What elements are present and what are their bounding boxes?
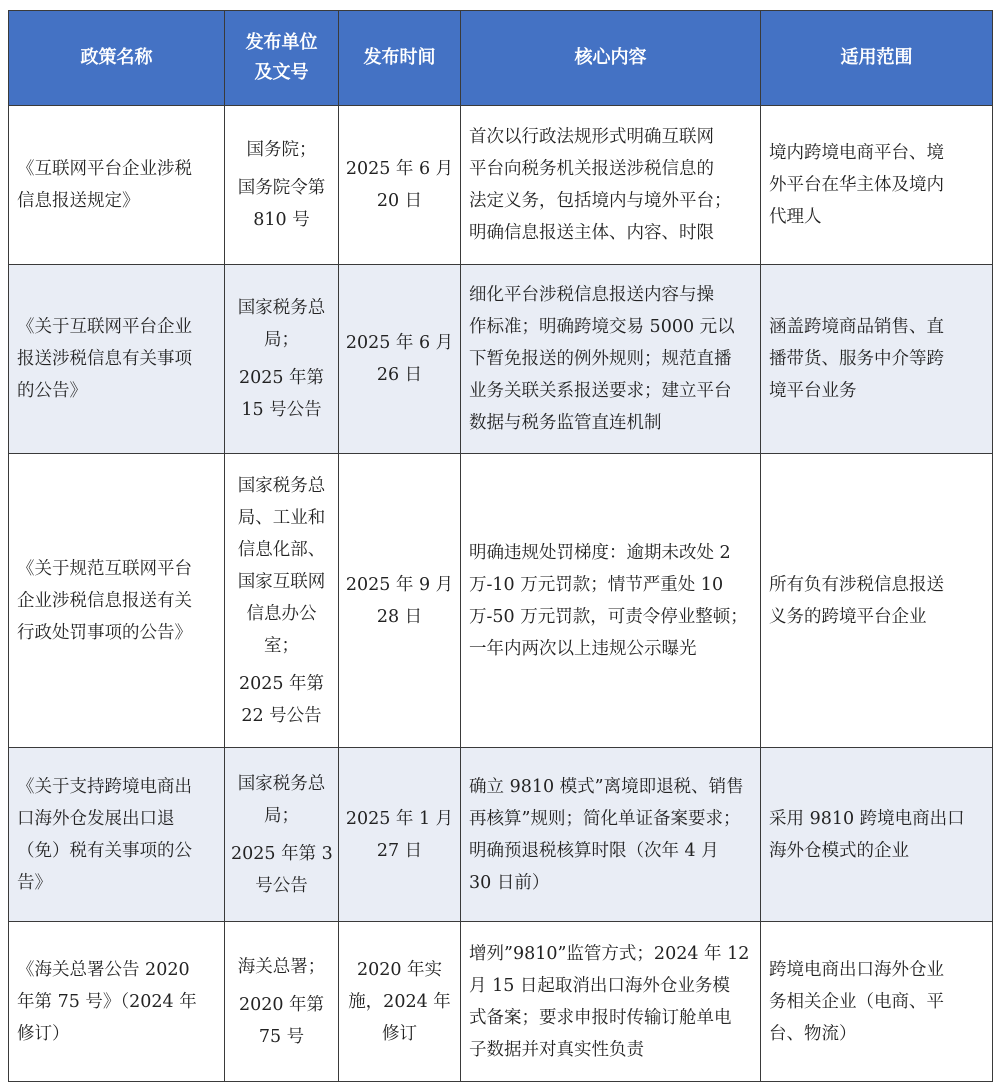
- cell-scope-line: 跨境电商出口海外仓业: [769, 959, 944, 980]
- cell-date-line: 26 日: [376, 365, 423, 385]
- cell-policy-name-line: 企业涉税信息报送有关: [17, 590, 192, 611]
- cell-policy-name: [9, 106, 225, 265]
- cell-date: [339, 454, 461, 748]
- issuer-org-line: 局、工业和: [237, 507, 326, 528]
- header-issuer: 发布单位 及文号: [225, 11, 339, 106]
- issuer-org-line: 国务院；: [246, 140, 317, 160]
- cell-date-line: 修订: [382, 1023, 417, 1044]
- header-date: 发布时间: [339, 11, 461, 106]
- cell-scope-line: 务相关企业（电商、平: [769, 991, 944, 1012]
- table-row: [9, 106, 993, 265]
- issuer-doc-line: 号公告: [255, 875, 308, 896]
- table-row: [9, 748, 993, 922]
- cell-core-content: [461, 265, 761, 454]
- cell-scope-line: 采用 9810 跨境电商出口: [769, 808, 965, 829]
- cell-policy-name: [9, 265, 225, 454]
- cell-policy-name-line: （免）税有关事项的公: [17, 840, 192, 861]
- issuer-doc-line: 75 号: [258, 1026, 305, 1047]
- cell-date-line: 27 日: [376, 840, 423, 861]
- cell-scope: [761, 748, 993, 922]
- cell-core-content-line: 增列”9810”监管方式；2024 年 12: [469, 943, 750, 964]
- cell-policy-name-line: 《海关总署公告 2020: [17, 959, 190, 980]
- cell-core-content-line: 再核算”规则；简化单证备案要求；: [469, 808, 741, 829]
- cell-core-content-line: 数据与税务监管直连机制: [469, 413, 662, 433]
- cell-date-line: 施，2024 年: [348, 991, 451, 1012]
- cell-date-line: 28 日: [376, 606, 423, 627]
- cell-policy-name-line: 《互联网平台企业涉税: [17, 159, 192, 179]
- cell-scope-line: 所有负有涉税信息报送: [769, 574, 944, 595]
- cell-core-content-line: 细化平台涉税信息报送内容与操: [469, 285, 714, 305]
- issuer-doc-line: 国务院令第: [237, 178, 326, 198]
- cell-scope: [761, 106, 993, 265]
- table-row: [9, 454, 993, 748]
- cell-scope-line: 境平台业务: [769, 381, 857, 401]
- cell-core-content-line: 一年内两次以上违规公示曝光: [469, 638, 697, 659]
- cell-core-content-line: 万-50 万元罚款，可责令停业整顿；: [469, 606, 748, 627]
- header-policy-name: 政策名称: [9, 11, 225, 106]
- cell-date-line: 2025 年 9 月: [345, 574, 454, 595]
- header-scope: 适用范围: [761, 11, 993, 106]
- cell-date-line: 2025 年 1 月: [345, 808, 454, 829]
- cell-core-content-line: 万-10 万元罚款；情节严重处 10: [469, 574, 724, 595]
- cell-policy-name-line: 告》: [17, 872, 52, 893]
- cell-date: [339, 922, 461, 1082]
- cell-core-content-line: 作标准；明确跨境交易 5000 元以: [469, 317, 735, 337]
- issuer-org-line: 信息办公: [246, 603, 317, 624]
- cell-date-line: 20 日: [376, 191, 423, 211]
- issuer-org-line: 国家税务总: [237, 773, 326, 794]
- cell-issuer: [225, 454, 339, 748]
- issuer-org-line: 室；: [264, 635, 299, 656]
- issuer-org-line: 信息化部、: [237, 539, 326, 560]
- cell-scope: [761, 454, 993, 748]
- issuer-doc-line: 22 号公告: [241, 705, 322, 726]
- cell-policy-name-line: 报送涉税信息有关事项: [17, 349, 192, 369]
- cell-scope-line: 代理人: [769, 207, 822, 227]
- cell-policy-name-line: 的公告》: [17, 381, 87, 401]
- cell-date-line: 2020 年实: [356, 959, 443, 980]
- cell-scope-line: 海外仓模式的企业: [769, 840, 909, 861]
- table-body: [9, 106, 993, 1082]
- cell-core-content-line: 子数据并对真实性负责: [469, 1039, 644, 1060]
- cell-core-content: [461, 454, 761, 748]
- cell-core-content-line: 月 15 日起取消出口海外仓业务模: [469, 975, 730, 996]
- cell-core-content-line: 平台向税务机关报送涉税信息的: [469, 159, 714, 179]
- issuer-org-line: 国家互联网: [237, 571, 326, 592]
- cell-issuer: [225, 265, 339, 454]
- cell-core-content-line: 法定义务，包括境内与境外平台；: [469, 191, 732, 211]
- issuer-org-line: 局；: [264, 330, 299, 350]
- issuer-org-line: 海关总署；: [237, 956, 326, 977]
- header-core-content: 核心内容: [461, 11, 761, 106]
- cell-policy-name-line: 《关于规范互联网平台: [17, 558, 192, 579]
- cell-core-content-line: 明确信息报送主体、内容、时限: [469, 223, 714, 243]
- cell-core-content-line: 式备案；要求申报时传输订舱单电: [469, 1007, 732, 1028]
- cell-core-content: [461, 748, 761, 922]
- cell-scope: [761, 922, 993, 1082]
- cell-core-content-line: 明确预退税核算时限（次年 4 月: [469, 840, 719, 861]
- cell-core-content-line: 业务关联关系报送要求；建立平台: [469, 381, 732, 401]
- issuer-doc-line: 2025 年第 3: [231, 843, 333, 864]
- table-row: [9, 922, 993, 1082]
- cell-core-content-line: 明确违规处罚梯度：逾期未改处 2: [469, 542, 731, 563]
- cell-core-content: [461, 106, 761, 265]
- issuer-org-line: 国家税务总: [237, 298, 326, 318]
- issuer-doc-line: 2020 年第: [238, 994, 325, 1015]
- cell-scope: [761, 265, 993, 454]
- cell-policy-name: [9, 922, 225, 1082]
- cell-policy-name-line: 口海外仓发展出口退: [17, 808, 175, 829]
- cell-policy-name-line: 《关于互联网平台企业: [17, 317, 192, 337]
- cell-issuer: [225, 106, 339, 265]
- policy-table-container: [8, 10, 992, 1082]
- issuer-doc-line: 15 号公告: [241, 400, 322, 420]
- cell-date: [339, 106, 461, 265]
- cell-policy-name: [9, 748, 225, 922]
- cell-scope-line: 台、物流）: [769, 1023, 857, 1044]
- table-header-row: [9, 11, 993, 106]
- cell-scope-line: 外平台在华主体及境内: [769, 175, 944, 195]
- policy-table: [8, 10, 993, 1082]
- cell-core-content-line: 首次以行政法规形式明确互联网: [469, 127, 714, 147]
- cell-core-content: [461, 922, 761, 1082]
- cell-scope-line: 境内跨境电商平台、境: [769, 143, 944, 163]
- cell-policy-name-line: 修订）: [17, 1023, 70, 1044]
- cell-date: [339, 748, 461, 922]
- cell-date: [339, 265, 461, 454]
- cell-core-content-line: 下暂免报送的例外规则；规范直播: [469, 349, 732, 369]
- table-row: [9, 265, 993, 454]
- cell-date-line: 2025 年 6 月: [345, 159, 454, 179]
- issuer-org-line: 国家税务总: [237, 475, 326, 496]
- cell-policy-name: [9, 454, 225, 748]
- issuer-org-line: 局；: [264, 805, 299, 826]
- issuer-doc-line: 2025 年第: [238, 673, 325, 694]
- cell-scope-line: 播带货、服务中介等跨: [769, 349, 944, 369]
- cell-policy-name-line: 信息报送规定》: [17, 191, 140, 211]
- cell-scope-line: 义务的跨境平台企业: [769, 606, 927, 627]
- cell-policy-name-line: 年第 75 号》（2024 年: [17, 991, 197, 1012]
- cell-issuer: [225, 748, 339, 922]
- cell-core-content-line: 30 日前）: [469, 872, 550, 893]
- cell-core-content-line: 确立 9810 模式”离境即退税、销售: [469, 776, 744, 797]
- issuer-doc-line: 2025 年第: [238, 368, 325, 388]
- cell-policy-name-line: 《关于支持跨境电商出: [17, 776, 192, 797]
- cell-issuer: [225, 922, 339, 1082]
- cell-policy-name-line: 行政处罚事项的公告》: [17, 622, 192, 643]
- issuer-doc-line: 810 号: [253, 210, 310, 230]
- cell-scope-line: 涵盖跨境商品销售、直: [769, 317, 944, 337]
- cell-date-line: 2025 年 6 月: [345, 333, 454, 353]
